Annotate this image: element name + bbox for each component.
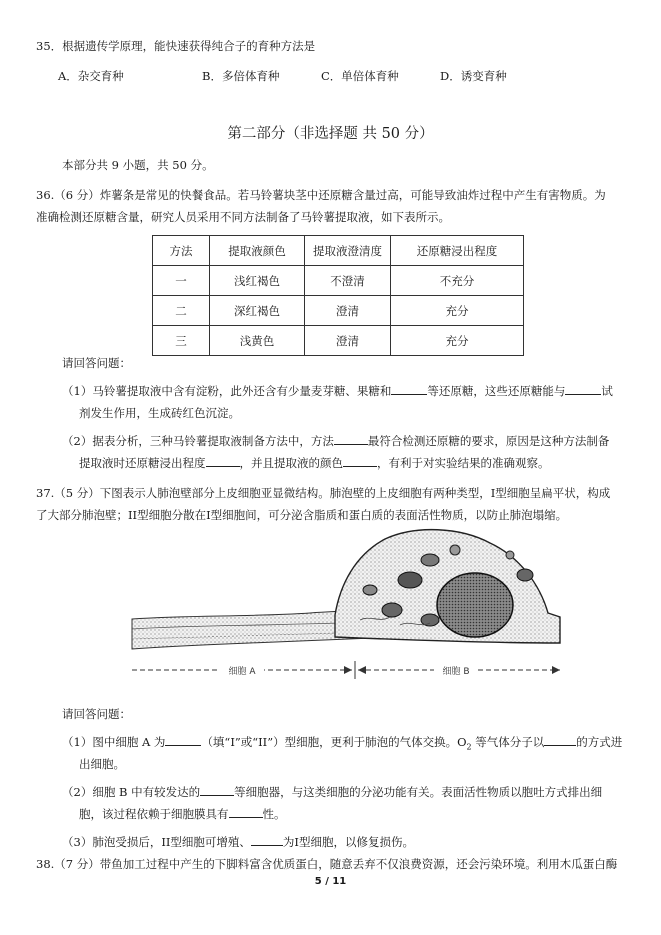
q37-stem-line2: 了大部分肺泡壁；II型细胞分散在I型细胞间，可分泌含脂质和蛋白质的表面活性物质，以防止肺泡塌缩。	[36, 508, 568, 522]
arrowhead	[358, 666, 366, 674]
q35-option-a: A．杂交育种	[58, 69, 124, 83]
answer-blank[interactable]	[565, 383, 601, 395]
table-row	[153, 296, 524, 326]
q37-s3-text-b: 为I型细胞，以修复损伤。	[282, 835, 414, 849]
arrowhead	[344, 666, 352, 674]
q36-prompt: 请回答问题：	[62, 356, 131, 370]
q36-s2-text-d: ，并且提取液的颜色	[239, 456, 343, 470]
organelle	[398, 572, 422, 588]
cell-a-label: 细胞 A	[228, 667, 256, 677]
answer-blank[interactable]	[229, 806, 263, 818]
q36-table	[152, 235, 524, 356]
q35-option-b: B．多倍体育种	[202, 69, 280, 83]
answer-blank[interactable]	[251, 834, 283, 846]
arrowhead	[552, 666, 560, 674]
answer-blank[interactable]	[200, 784, 234, 796]
organelle	[421, 554, 439, 566]
q36-stem-line1: 36.（6 分）炸薯条是常见的快餐食品。若马铃薯块茎中还原糖含量过高，可能导致油炸过程中产生有害物质。为	[36, 188, 606, 202]
q37-subq2-line1	[62, 784, 602, 800]
q35-option-c: C．单倍体育种	[321, 69, 399, 83]
table-header-cell: 提取液澄清度	[305, 236, 391, 266]
organelle	[450, 545, 460, 555]
q36-s2-text-e: ，有利于对实验结果的准确观察。	[377, 456, 550, 470]
table-header-cell: 提取液颜色	[210, 236, 305, 266]
q36-subq2-line2	[79, 455, 550, 471]
answer-blank[interactable]	[391, 383, 427, 395]
table-cell: 不澄清	[305, 266, 391, 296]
table-cell: 澄清	[305, 326, 391, 356]
table-cell: 一	[153, 266, 210, 296]
q36-s1-text-c: 试	[601, 384, 613, 398]
table-row	[153, 326, 524, 356]
alveolar-cell-figure	[130, 525, 570, 700]
q36-s2-text-c: 提取液时还原糖浸出程度	[79, 456, 206, 470]
q37-s1-text-e: 出细胞。	[79, 757, 125, 771]
q36-s2-text-a: （2）据表分析，三种马铃薯提取液制备方法中，方法	[62, 434, 334, 448]
table-cell: 充分	[391, 296, 524, 326]
q36-stem-line2: 准确检测还原糖含量，研究人员采用不同方法制备了马铃薯提取液，如下表所示。	[36, 210, 450, 224]
q37-s2-text-d: 性。	[262, 807, 286, 821]
q36-subq2-line1	[62, 433, 609, 449]
page-number: 5 / 11	[314, 876, 347, 887]
table-cell: 深红褐色	[210, 296, 305, 326]
answer-blank[interactable]	[544, 734, 576, 746]
q37-s3-text-a: （3）肺泡受损后，II型细胞可增殖、	[62, 835, 251, 849]
q35-option-d: D．诱变育种	[440, 69, 507, 83]
q37-subq2-line2	[79, 806, 286, 822]
q37-s2-text-c: 胞，该过程依赖于细胞膜具有	[79, 807, 229, 821]
cell-b-nucleus	[437, 573, 513, 637]
table-header-cell: 还原糖浸出程度	[391, 236, 524, 266]
table-header-cell: 方法	[153, 236, 210, 266]
q36-subq1-line1	[62, 383, 613, 399]
q38-stem-line1: 38.（7 分）带鱼加工过程中产生的下脚料富含优质蛋白，随意丢弃不仅浪费资源，还会污染环境。利用木瓜蛋白酶	[36, 857, 618, 871]
q37-stem-line1: 37.（5 分）下图表示人肺泡壁部分上皮细胞亚显微结构。肺泡壁的上皮细胞有两种类型，I型细胞呈扁平状，构成	[36, 486, 611, 500]
q37-s1-text-d: 的方式进	[576, 735, 623, 749]
q36-s1-text-a: （1）马铃薯提取液中含有淀粉，此外还含有少量麦芽糖、果糖和	[62, 384, 392, 398]
cell-b-label: 细胞 B	[442, 667, 470, 677]
table-cell: 澄清	[305, 296, 391, 326]
q37-subq1-line1	[62, 734, 622, 755]
q37-subq3-line1	[62, 834, 414, 850]
answer-blank[interactable]	[165, 734, 201, 746]
organelle	[382, 603, 402, 617]
answer-blank[interactable]	[206, 455, 240, 467]
answer-blank[interactable]	[334, 433, 368, 445]
q37-s2-text-b: 等细胞器，与这类细胞的分泌功能有关。表面活性物质以胞吐方式排出细	[234, 785, 603, 799]
table-cell: 充分	[391, 326, 524, 356]
part2-note: 本部分共 9 小题，共 50 分。	[62, 158, 214, 172]
q37-s2-text-a: （2）细胞 B 中有较发达的	[62, 785, 201, 799]
q37-s1-subscript: 2	[466, 742, 472, 752]
q36-s2-text-b: 最符合检测还原糖的要求，原因是这种方法制备	[367, 434, 610, 448]
organelle	[506, 551, 514, 559]
q36-s1-text-d: 剂发生作用，生成砖红色沉淀。	[79, 406, 240, 420]
q37-s1-text-a: （1）图中细胞 A 为	[62, 735, 166, 749]
table-cell: 不充分	[391, 266, 524, 296]
q37-s1-text-b: （填“I”或“II”）型细胞，更利于肺泡的气体交换。O	[201, 735, 467, 749]
table-cell: 三	[153, 326, 210, 356]
q35-stem: 35．根据遗传学原理，能快速获得纯合子的育种方法是	[36, 39, 316, 53]
part2-title: 第二部分（非选择题 共 50 分）	[227, 126, 434, 142]
answer-blank[interactable]	[343, 455, 377, 467]
table-cell: 浅黄色	[210, 326, 305, 356]
q37-prompt: 请回答问题：	[62, 707, 131, 721]
q37-s1-text-c: 等气体分子以	[471, 735, 545, 749]
table-cell: 浅红褐色	[210, 266, 305, 296]
table-cell: 二	[153, 296, 210, 326]
organelle	[363, 585, 377, 595]
table-row	[153, 266, 524, 296]
table-header-row	[153, 236, 524, 266]
q36-s1-text-b: 等还原糖，这些还原糖能与	[427, 384, 566, 398]
organelle	[517, 569, 533, 581]
